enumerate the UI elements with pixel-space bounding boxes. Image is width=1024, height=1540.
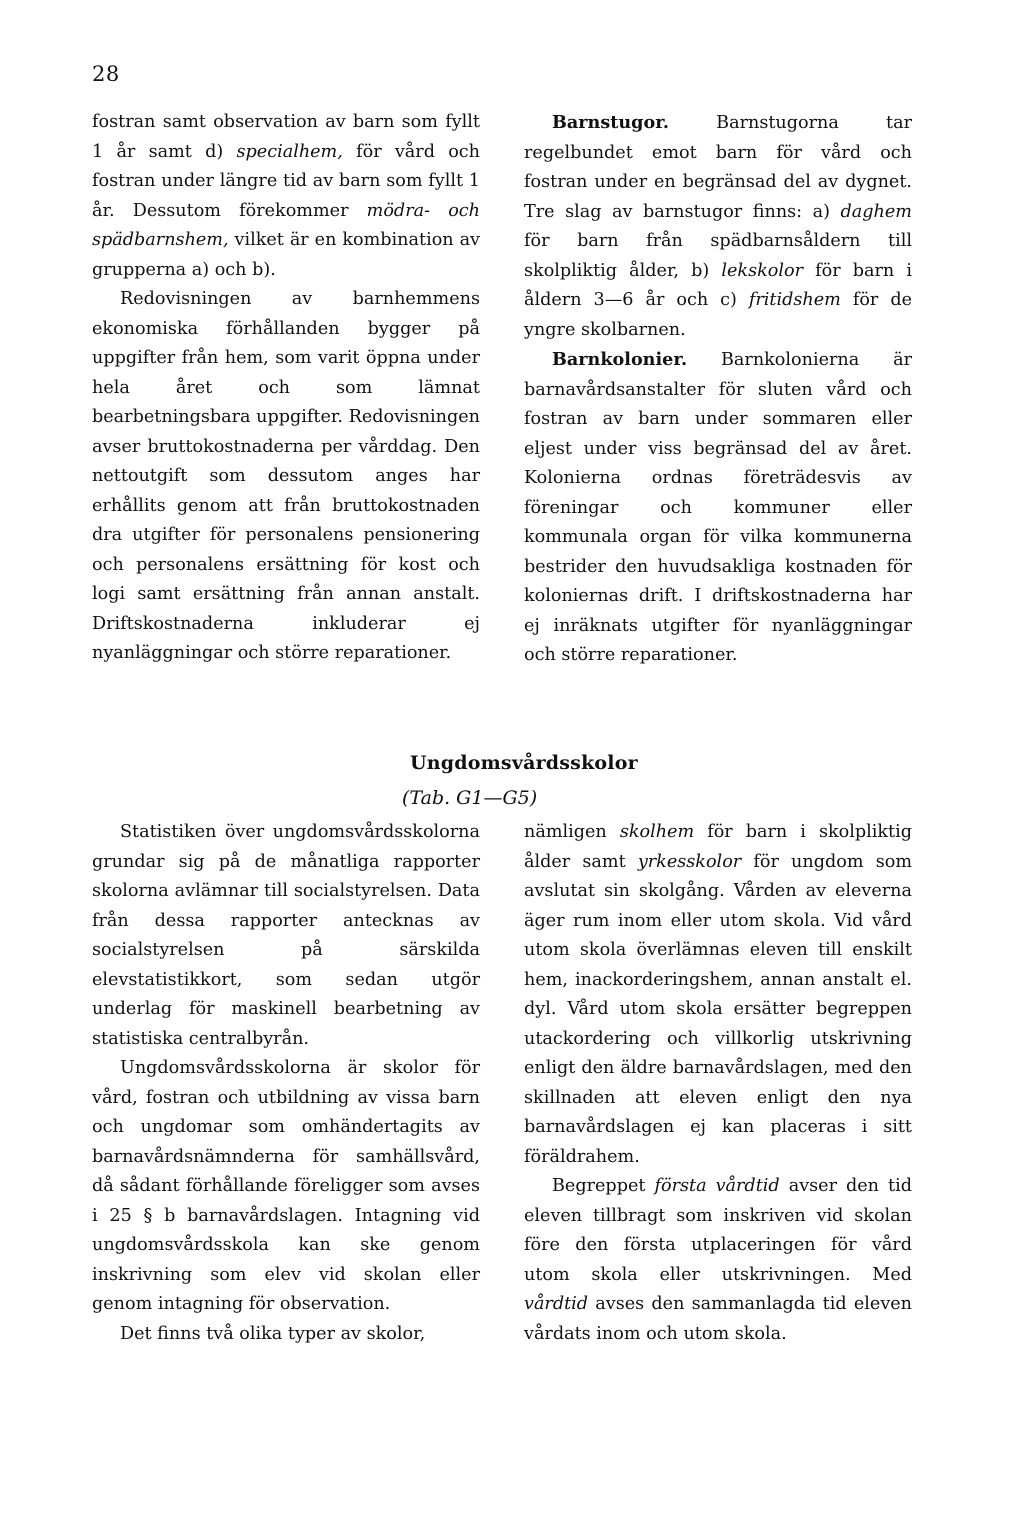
text-run: nämligen [524,822,620,842]
paragraph-barnstugor [524,108,912,345]
emphasized-term: första vårdtid [654,1176,780,1196]
text-run: för barn i åldern 3—6 år och c) [524,260,912,310]
run-in-heading: Barnstugor. [552,112,669,133]
paragraph-barnkolonier [524,345,912,671]
page-number: 28 [92,62,120,86]
emphasized-term: yrkesskolor [637,851,742,872]
text-run: fostran samt observation av barn som fyllt 1 år samt d) [92,112,480,162]
text-run: för vård och fostran under längre tid av barn som fyllt 1 år. Dessutom förekommer [92,141,480,221]
text-run: för barn i skolpliktig ålder samt [524,822,912,872]
paragraph-ungdomsvardsskolorna: Ungdomsvårdsskolorna är skolor för vård, fostran och utbildning av vissa barn och ungdomar som omhändertagits av barnavårdsnämnderna för samhällsvård, då sådant förhållande föreligger som avses i 25 § b barnavårdslagen. Intagning vid ungdomsvårdsskola kan ske genom inskrivning som elev vid skolan eller genom intagning för observation. [92,1058,480,1314]
section-table-reference: (Tab. G1—G5) [402,787,538,809]
paragraph-vardtid [524,1172,912,1349]
text-run: Barnstugorna tar regelbundet emot barn för vård och fostran under en begränsad del av dygnet. Tre slag av barnstugor finns: a) [524,113,912,222]
paragraph-redovisning: Redovisningen av barnhemmens ekonomiska förhållanden bygger på uppgifter från hem, som varit öppna under hela året och som lämnat bearbetningsbara uppgifter. Redovisningen avser bruttokostnaderna per vårddag. Den nettoutgift som dessutom anges har erhållits genom att från bruttokostnaden dra utgifter för personalens pensionering och personalens ersättning för kost och logi samt ersättning från annan anstalt. Driftskostnaderna inkluderar ej nyanläggningar och större reparationer. [92,289,480,663]
emphasized-term: mödra- och spädbarnshem, [92,200,480,250]
emphasized-term: daghem [840,201,912,222]
text-run: för ungdom som avslutat sin skolgång. Vården av eleverna äger rum inom eller utom skola. Vid vård utom skola överlämnas eleven till enskilt hem, inackorderingshem, annan anstalt el. dyl. Vård utom skola ersätter begreppen utackordering och villkorlig utskrivning enligt den äldre barnavårdslagen, med den skillnaden att eleven enligt den nya barnavårdslagen ej kan placeras i sitt föräldrahem. [524,851,912,1167]
left-column-bottom [92,818,480,1349]
text-run: vilket är en kombination av grupperna a) och b). [92,230,480,280]
text-run: avser den tid eleven tillbragt som inskriven vid skolan före den första utplaceringen för vård utom skola eller utskrivningen. Med [524,1176,912,1285]
text-run: avses den sammanlagda tid eleven vårdats inom och utom skola. [524,1294,912,1344]
right-column-bottom [524,818,912,1349]
run-in-heading: Barnkolonier. [552,349,688,370]
emphasized-term: specialhem, [236,141,343,162]
paragraph-skoltyper [524,818,912,1172]
text-run: för de yngre skolbarnen. [524,290,912,340]
emphasized-term: fritidshem [748,290,841,310]
emphasized-term: skolhem [619,822,695,842]
right-column-top [524,108,912,671]
emphasized-term: vårdtid [524,1294,589,1314]
paragraph-statistiken: Statistiken över ungdomsvårdsskolorna grundar sig på de månatliga rapporter skolorna avlämnar till socialstyrelsen. Data från dessa rapporter antecknas av socialstyrelsen på särskilda elevstatistikkort, som sedan utgör underlag för maskinell bearbetning av statistiska centralbyrån. [92,822,480,1049]
left-column-top [92,108,480,669]
paragraph-barnhem-types [92,108,480,285]
text-run: Barnkolonierna är barnavårdsanstalter för sluten vård och fostran av barn under sommaren eller eljest under viss begränsad del av året. Kolonierna ordnas företrädesvis av föreningar och kommuner eller kommunala organ för vilka kommunerna bestrider den huvudsakliga kostnaden för koloniernas drift. I driftskostnaderna har ej inräknats utgifter för nyanläggningar och större reparationer. [524,350,912,665]
section-heading: Ungdomsvårdsskolor [410,752,638,774]
text-run: för barn från spädbarnsåldern till skolpliktig ålder, b) [524,231,912,281]
paragraph-tva-typer: Det finns två olika typer av skolor, [120,1323,426,1344]
emphasized-term: lekskolor [721,260,804,281]
text-run: Begreppet [552,1176,655,1196]
